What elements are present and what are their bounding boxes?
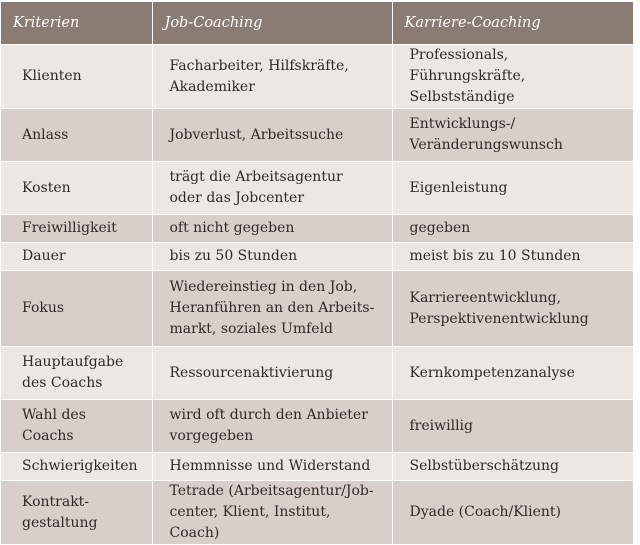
row-job-value: Ressourcenaktivierung <box>152 347 392 400</box>
row-career-value: meist bis zu 10 Stunden <box>392 243 633 271</box>
row-career-value: Professionals, Führungskräfte, Selbstständige <box>392 45 633 109</box>
table-row <box>1 271 633 347</box>
header-job-coaching: Job-Coaching <box>152 2 392 45</box>
row-job-value: Facharbeiter, Hilfskräfte, Akademiker <box>152 45 392 109</box>
row-criterion: Klienten <box>1 45 152 109</box>
row-criterion: Fokus <box>1 271 152 347</box>
row-job-value: Tetrade (Arbeitsagentur/Job-center, Klient, Institut, Coach) <box>152 481 392 545</box>
row-job-value: wird oft durch den Anbieter vorgegeben <box>152 400 392 453</box>
header-criteria: Kriterien <box>1 2 152 45</box>
table-row <box>1 347 633 400</box>
row-criterion: Kontrakt-gestaltung <box>1 481 152 545</box>
row-career-value: Dyade (Coach/Klient) <box>392 481 633 545</box>
row-career-value: Entwicklungs-/ Veränderungswunsch <box>392 109 633 162</box>
table-row <box>1 109 633 162</box>
comparison-table <box>1 2 633 545</box>
row-criterion: Kosten <box>1 162 152 215</box>
row-career-value: Selbstüberschätzung <box>392 453 633 481</box>
row-criterion: Schwierigkeiten <box>1 453 152 481</box>
row-criterion: Anlass <box>1 109 152 162</box>
row-job-value: Hemmnisse und Widerstand <box>152 453 392 481</box>
row-job-value: bis zu 50 Stunden <box>152 243 392 271</box>
row-career-value: Karriereentwicklung, Perspektivenentwicklung <box>392 271 633 347</box>
table-row <box>1 45 633 109</box>
row-career-value: Kernkompetenzanalyse <box>392 347 633 400</box>
table-row <box>1 162 633 215</box>
table-row <box>1 481 633 545</box>
table-row <box>1 453 633 481</box>
row-criterion: Dauer <box>1 243 152 271</box>
row-criterion: Wahl des Coachs <box>1 400 152 453</box>
row-career-value: Eigenleistung <box>392 162 633 215</box>
row-criterion: Hauptaufgabe des Coachs <box>1 347 152 400</box>
row-job-value: Jobverlust, Arbeitssuche <box>152 109 392 162</box>
row-career-value: gegeben <box>392 215 633 243</box>
row-career-value: freiwillig <box>392 400 633 453</box>
table-row <box>1 243 633 271</box>
row-criterion: Freiwilligkeit <box>1 215 152 243</box>
row-job-value: Wiedereinstieg in den Job, Heranführen an den Arbeits-markt, soziales Umfeld <box>152 271 392 347</box>
row-job-value: oft nicht gegeben <box>152 215 392 243</box>
table-row <box>1 400 633 453</box>
table-row <box>1 215 633 243</box>
header-career-coaching: Karriere-Coaching <box>392 2 633 45</box>
header-row <box>1 2 633 45</box>
row-job-value: trägt die Arbeitsagentur oder das Jobcenter <box>152 162 392 215</box>
